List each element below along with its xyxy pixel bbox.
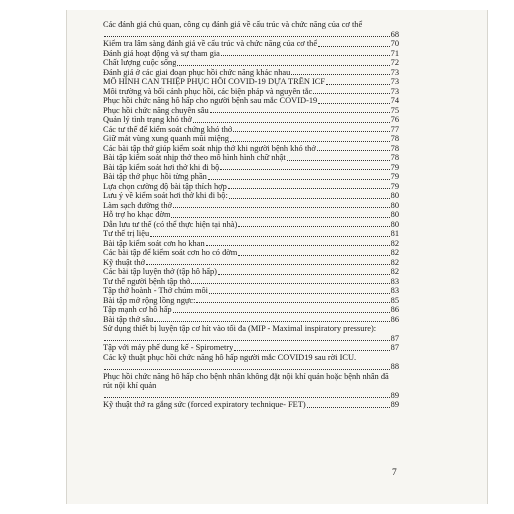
toc-entry — [103, 210, 399, 220]
dot-leader — [234, 350, 389, 351]
toc-leader-row — [103, 144, 399, 154]
table-of-contents — [103, 20, 399, 410]
dot-leader — [238, 255, 389, 256]
toc-entry-title: Bài tập kiểm soát hơi thở khi đi bộ — [103, 162, 220, 172]
dot-leader — [317, 150, 390, 151]
toc-entry — [103, 68, 399, 78]
toc-entry-page: 89 — [390, 390, 399, 400]
toc-entry-page: 79 — [390, 172, 399, 181]
toc-leader-row — [103, 39, 399, 49]
toc-entry-title: Các đánh giá chủ quan, công cụ đánh giá về cấu trúc và chức năng của cơ thể — [103, 20, 363, 29]
toc-entry-title: Các bài tập thở giúp kiểm soát nhịp thở khi người bệnh khó thở — [103, 143, 316, 153]
toc-entry-page: 75 — [390, 105, 399, 115]
page-number: 7 — [392, 468, 397, 478]
toc-entry — [103, 220, 399, 230]
toc-entry-page: 80 — [390, 210, 399, 219]
dot-leader — [154, 321, 389, 322]
toc-entry-title: Phục hồi chức năng chuyên sâu — [103, 105, 209, 115]
toc-entry-title: Phục hồi chức năng hô hấp cho người bệnh sau mắc COVID-19 — [103, 96, 318, 105]
toc-leader-row — [103, 391, 399, 401]
toc-entry-page: 83 — [390, 286, 399, 295]
toc-leader-row — [103, 343, 399, 353]
dot-leader — [104, 369, 390, 370]
toc-entry-title: Quản lý tình trạng khó thở — [103, 115, 192, 124]
toc-entry-page: 78 — [390, 143, 399, 153]
toc-leader-row — [103, 125, 399, 135]
dot-leader — [326, 84, 390, 85]
toc-entry-title: Hỗ trợ ho khạc đờm — [103, 210, 171, 219]
dot-leader — [307, 407, 390, 408]
toc-entry — [103, 58, 399, 68]
toc-leader-row — [103, 400, 399, 410]
toc-leader-row — [103, 229, 399, 239]
toc-entry — [103, 229, 399, 239]
toc-entry — [103, 144, 399, 154]
toc-entry — [103, 258, 399, 268]
toc-entry-title: Các bài tập để kiểm soát cơn ho có đờm — [103, 248, 238, 257]
toc-leader-row — [103, 172, 399, 182]
toc-entry-page: 88 — [390, 362, 399, 371]
toc-entry — [103, 20, 399, 39]
toc-entry-page: 71 — [390, 48, 399, 58]
toc-entry-page: 73 — [390, 77, 399, 86]
dot-leader — [173, 207, 390, 208]
toc-entry-title: Đánh giá hoạt động và sự tham gia — [103, 48, 220, 58]
toc-entry-page: 82 — [390, 257, 399, 267]
toc-entry-page: 73 — [390, 67, 399, 77]
toc-entry — [103, 182, 399, 192]
toc-leader-row — [103, 220, 399, 230]
dot-leader — [230, 141, 390, 142]
toc-entry-title: Làm sạch đường thở — [103, 200, 172, 210]
toc-entry — [103, 77, 399, 87]
dot-leader — [206, 245, 390, 246]
toc-entry — [103, 115, 399, 125]
toc-entry — [103, 163, 399, 173]
toc-entry-title: Tập với máy phế dung kế - Spirometry — [103, 343, 234, 352]
dot-leader — [193, 122, 390, 123]
toc-entry-title: Chất lượng cuộc sống — [103, 58, 177, 67]
toc-entry — [103, 343, 399, 353]
dot-leader — [104, 397, 390, 398]
toc-leader-row — [103, 49, 399, 59]
toc-entry-title: Tư thế trị liệu — [103, 229, 150, 238]
toc-entry-title: Kỹ thuật thở — [103, 257, 146, 267]
dot-leader — [150, 236, 389, 237]
toc-entry — [103, 286, 399, 296]
toc-entry — [103, 153, 399, 163]
toc-entry-page: 79 — [390, 162, 399, 172]
toc-entry-page: 81 — [390, 229, 399, 238]
toc-leader-row — [103, 96, 399, 106]
dot-leader — [221, 55, 390, 56]
toc-entry — [103, 49, 399, 59]
toc-entry-page: 82 — [390, 238, 399, 248]
dot-leader — [238, 226, 389, 227]
dot-leader — [171, 217, 389, 218]
toc-entry — [103, 134, 399, 144]
toc-entry-title: Bài tập thở sâu — [103, 314, 154, 324]
toc-leader-row — [103, 258, 399, 268]
toc-entry-page: 77 — [390, 124, 399, 134]
toc-entry-page: 82 — [390, 267, 399, 276]
toc-entry — [103, 87, 399, 97]
toc-entry-title: Dẫn lưu tư thế (có thể thực hiện tại nhà) — [103, 219, 238, 229]
dot-leader — [233, 131, 389, 132]
toc-entry — [103, 315, 399, 325]
toc-entry-title: Bài tập thở phục hồi từng phần — [103, 172, 207, 181]
toc-leader-row — [103, 239, 399, 249]
dot-leader — [228, 188, 390, 189]
toc-leader-row — [103, 210, 399, 220]
dot-leader — [291, 74, 389, 75]
dot-leader — [218, 274, 390, 275]
toc-entry-page: 87 — [390, 333, 399, 343]
toc-entry — [103, 400, 399, 410]
dot-leader — [208, 179, 390, 180]
toc-entry-page: 82 — [390, 248, 399, 257]
toc-entry — [103, 324, 399, 343]
dot-leader — [318, 46, 390, 47]
toc-entry-title: MÔ HÌNH CAN THIỆP PHỤC HỒI COVID-19 DỰA TRÊN ICF — [103, 77, 326, 86]
dot-leader — [191, 283, 389, 284]
toc-entry-title: Bài tập kiểm soát cơn ho khan — [103, 238, 205, 248]
toc-leader-row — [103, 68, 399, 78]
toc-leader-row — [103, 163, 399, 173]
toc-leader-row — [103, 115, 399, 125]
toc-leader-row — [103, 106, 399, 116]
toc-leader-row — [103, 182, 399, 192]
toc-entry-page: 80 — [390, 219, 399, 229]
toc-entry — [103, 125, 399, 135]
toc-entry-page: 76 — [390, 115, 399, 124]
dot-leader — [318, 103, 389, 104]
dot-leader — [177, 65, 389, 66]
toc-entry-title: Bài tập kiểm soát nhịp thở theo mô hình hình chữ nhật — [103, 153, 286, 162]
toc-entry-page: 70 — [390, 39, 399, 48]
toc-entry-page: 85 — [390, 295, 399, 305]
toc-entry-page: 78 — [390, 153, 399, 162]
toc-entry — [103, 305, 399, 315]
toc-entry — [103, 296, 399, 306]
toc-entry-title: Đánh giá ở các giai đoạn phục hồi chức năng khác nhau — [103, 67, 291, 77]
toc-entry — [103, 191, 399, 201]
toc-leader-row — [103, 334, 399, 344]
toc-entry-title: Lưu ý về kiểm soát hơi thở khi đi bộ: — [103, 191, 228, 200]
toc-entry-page: 86 — [390, 305, 399, 314]
toc-entry-page: 78 — [390, 134, 399, 143]
toc-entry-title: Tập thở hoành - Thở chúm môi — [103, 286, 208, 295]
toc-leader-row — [103, 362, 399, 372]
toc-leader-row — [103, 305, 399, 315]
toc-entry-title: Các kỹ thuật phục hồi chức năng hô hấp người mắc COVID19 sau rời ICU. — [103, 352, 357, 362]
toc-entry — [103, 172, 399, 182]
toc-entry-title: Lựa chọn cường độ bài tập thích hợp — [103, 181, 227, 191]
dot-leader — [104, 340, 390, 341]
toc-entry-title: Các bài tập luyện thở (tập hô hấp) — [103, 267, 217, 276]
toc-leader-row — [103, 201, 399, 211]
toc-entry-page: 80 — [390, 200, 399, 210]
toc-entry-title: Tập mạnh cơ hô hấp — [103, 305, 172, 314]
toc-entry-page: 72 — [390, 58, 399, 67]
dot-leader — [173, 312, 390, 313]
toc-entry-title: Giữ mát vùng xung quanh mũi miệng — [103, 134, 229, 143]
toc-entry — [103, 106, 399, 116]
dot-leader — [146, 264, 390, 265]
toc-leader-row — [103, 277, 399, 287]
toc-leader-row — [103, 286, 399, 296]
toc-entry-page: 83 — [390, 276, 399, 286]
dot-leader — [220, 169, 389, 170]
toc-entry — [103, 372, 399, 401]
toc-entry-page: 68 — [390, 29, 399, 39]
toc-leader-row — [103, 87, 399, 97]
toc-leader-row — [103, 315, 399, 325]
toc-entry-title: Bài tập mở rộng lồng ngực: — [103, 295, 196, 305]
dot-leader — [196, 302, 389, 303]
dot-leader — [313, 93, 389, 94]
toc-entry — [103, 277, 399, 287]
toc-entry-title: Tư thế người bệnh tập thở — [103, 276, 191, 286]
toc-entry-title: Phục hồi chức năng hô hấp cho bệnh nhân không đặt nội khí quản hoặc bệnh nhân đã rút nội khí quản — [103, 371, 389, 390]
toc-entry-page: 87 — [390, 343, 399, 352]
toc-entry — [103, 201, 399, 211]
dot-leader — [287, 160, 390, 161]
toc-entry — [103, 39, 399, 49]
toc-entry — [103, 239, 399, 249]
toc-entry — [103, 248, 399, 258]
toc-entry — [103, 267, 399, 277]
toc-entry-title: Các tư thế để kiểm soát chứng khó thở — [103, 124, 233, 134]
toc-leader-row — [103, 296, 399, 306]
toc-entry — [103, 96, 399, 106]
toc-entry-page: 79 — [390, 181, 399, 191]
toc-leader-row — [103, 248, 399, 258]
toc-entry-title: Môi trường và bối cảnh phục hồi, các biện pháp và nguyên tắc — [103, 86, 313, 96]
toc-entry-page: 86 — [390, 314, 399, 324]
dot-leader — [104, 36, 390, 37]
toc-entry-title: Sử dụng thiết bị luyện tập cơ hít vào tối đa (MIP - Maximal inspiratory pressure): — [103, 324, 377, 333]
toc-entry-page: 74 — [390, 96, 399, 105]
dot-leader — [229, 198, 390, 199]
toc-leader-row — [103, 58, 399, 68]
toc-entry-page: 80 — [390, 191, 399, 200]
dot-leader — [210, 112, 390, 113]
toc-entry-title: Kỹ thuật thở ra gắng sức (forced expiratory technique- FET) — [103, 400, 306, 409]
dot-leader — [209, 293, 390, 294]
toc-leader-row — [103, 191, 399, 201]
toc-leader-row — [103, 77, 399, 87]
toc-entry-title: Kiểm tra lâm sàng đánh giá về cấu trúc và chức năng của cơ thể — [103, 39, 318, 48]
toc-entry — [103, 353, 399, 372]
toc-leader-row — [103, 30, 399, 40]
toc-leader-row — [103, 267, 399, 277]
toc-entry-page: 89 — [390, 400, 399, 409]
toc-entry-page: 73 — [390, 86, 399, 96]
toc-leader-row — [103, 153, 399, 163]
toc-leader-row — [103, 134, 399, 144]
